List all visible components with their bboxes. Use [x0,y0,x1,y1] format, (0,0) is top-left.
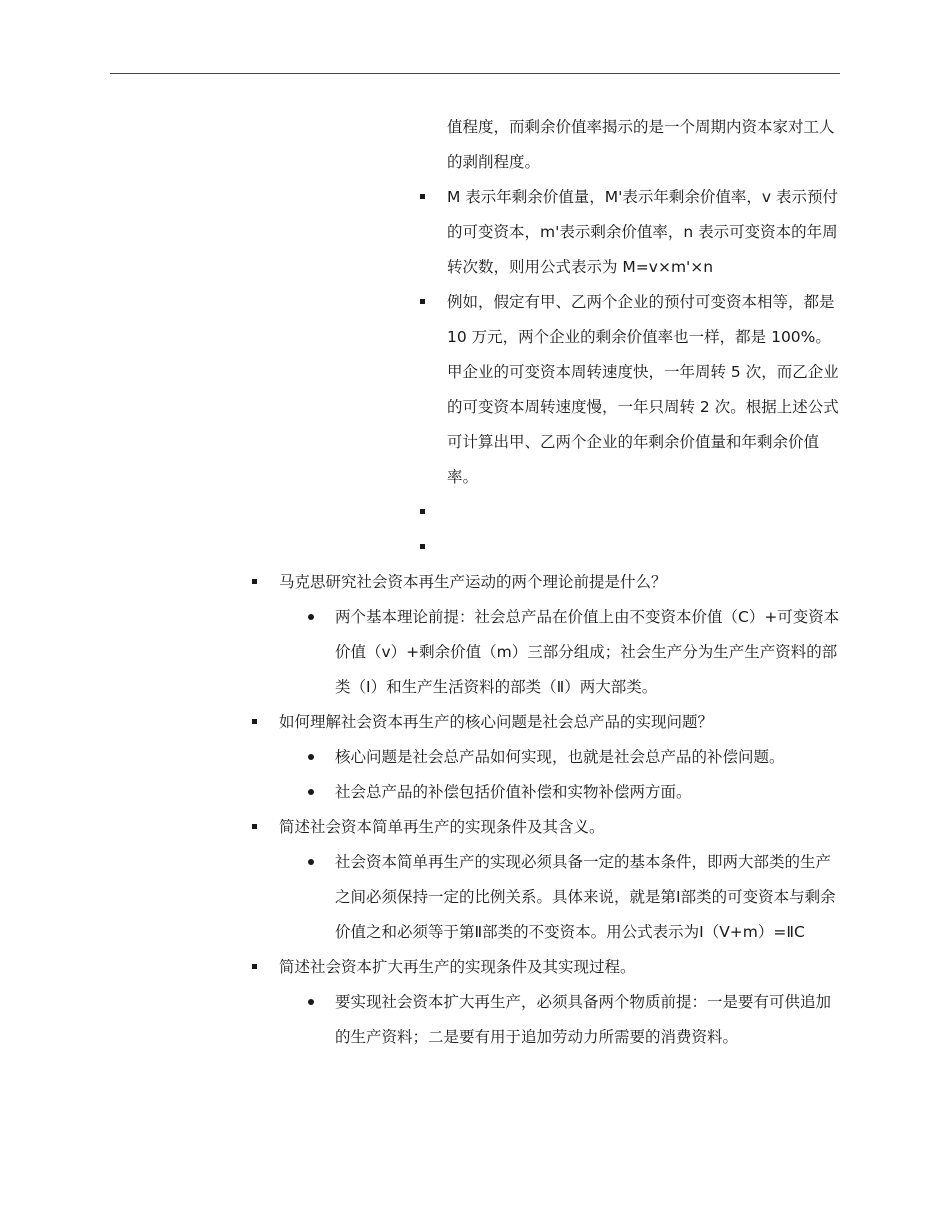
sub-list-item [447,180,842,285]
square-bullet-icon [252,565,262,600]
header-rule [110,73,840,74]
sub-list-item-text: 例如，假定有甲、乙两个企业的预付可变资本相等，都是 10 万元，两个企业的剩余价值率也一样，都是 100%。甲企业的可变资本周转速度快，一年周转 5 次，而乙企业的可变资本周转速度慢，一年只周转 2 次。根据上述公式可计算出甲、乙两个企业的年剩余价值量和年剩余价值率。 [447,293,839,486]
answer-item [335,740,840,775]
question-text: 如何理解社会资本再生产的核心问题是社会总产品的实现问题？ [279,713,714,731]
square-bullet-icon [252,950,262,985]
document-body [0,110,950,1055]
square-bullet-icon [420,530,430,565]
continuation-paragraph [447,110,842,180]
answer-text: 两个基本理论前提：社会总产品在价值上由不变资本价值（C）+可变资本价值（v）+剩余价值（m）三部分组成；社会生产分为生产生产资料的部类（Ⅰ）和生产生活资料的部类（Ⅱ）两大部类。 [335,608,840,696]
answer-text: 核心问题是社会总产品如何实现，也就是社会总产品的补偿问题。 [335,748,785,766]
round-bullet-icon [308,600,318,635]
question-item [279,705,849,740]
sub-list-item-empty [447,495,842,530]
answer-text: 社会资本简单再生产的实现必须具备一定的基本条件，即两大部类的生产之间必须保持一定的比例关系。具体来说，就是第Ⅰ部类的可变资本与剩余价值之和必须等于第Ⅱ部类的不变资本。用公式表示为Ⅰ（V+m）=ⅡC [335,853,836,941]
round-bullet-icon [308,740,318,775]
square-bullet-icon [420,495,430,530]
round-bullet-icon [308,845,318,880]
round-bullet-icon [308,985,318,1020]
question-item [279,565,849,600]
square-bullet-icon [420,285,430,320]
sub-list-item-text: M 表示年剩余价值量，M'表示年剩余价值率，v 表示预付的可变资本，m'表示剩余价值率，n 表示可变资本的年周转次数，则用公式表示为 M=v×m'×n [447,188,839,276]
answer-item [335,600,840,705]
answer-item [335,845,840,950]
continuation-text: 值程度，而剩余价值率揭示的是一个周期内资本家对工人的剥削程度。 [447,118,835,171]
answer-item [335,775,840,810]
square-bullet-icon [252,810,262,845]
question-text: 简述社会资本扩大再生产的实现条件及其实现过程。 [279,958,636,976]
answer-text: 要实现社会资本扩大再生产，必须具备两个物质前提：一是要有可供追加的生产资料；二是要有用于追加劳动力所需要的消费资料。 [335,993,832,1046]
round-bullet-icon [308,775,318,810]
question-item [279,810,849,845]
square-bullet-icon [252,705,262,740]
question-text: 马克思研究社会资本再生产运动的两个理论前提是什么？ [279,573,667,591]
question-item [279,950,849,985]
answer-text: 社会总产品的补偿包括价值补偿和实物补偿两方面。 [335,783,692,801]
square-bullet-icon [420,180,430,215]
question-text: 简述社会资本简单再生产的实现条件及其含义。 [279,818,605,836]
sub-list-item-empty [447,530,842,565]
answer-item [335,985,840,1055]
sub-list-item [447,285,842,495]
